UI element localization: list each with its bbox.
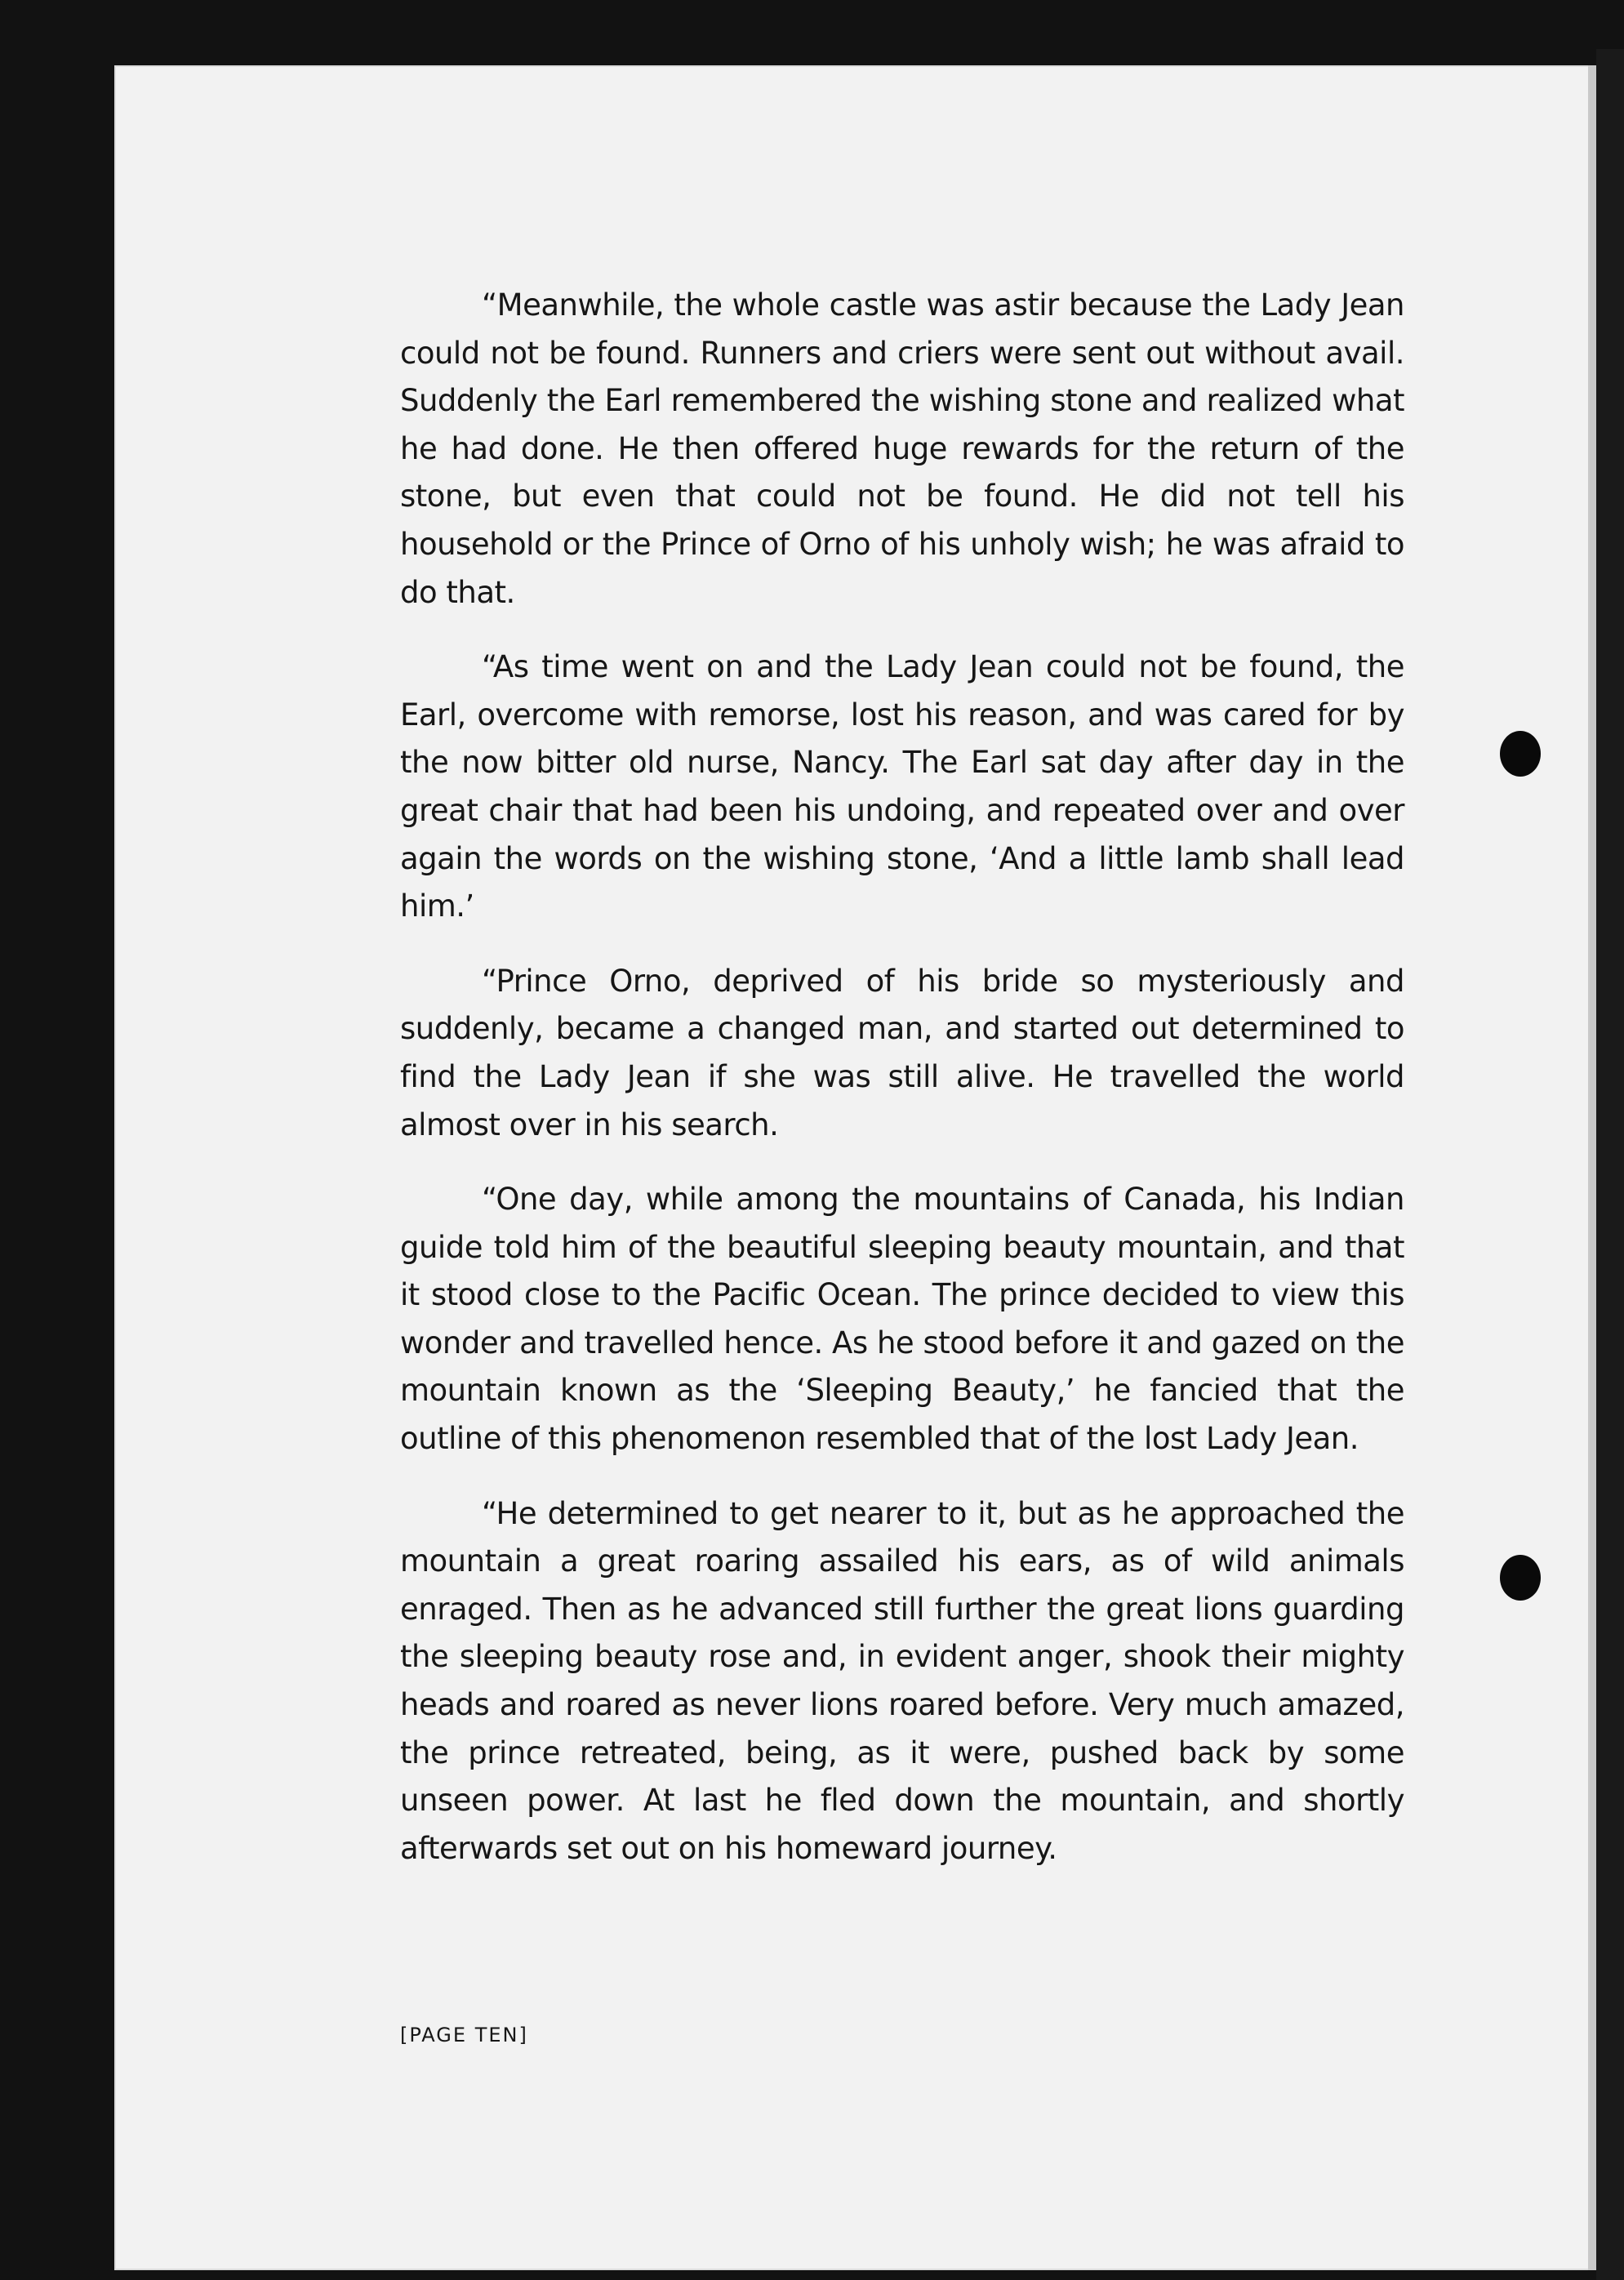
text-column (400, 282, 1404, 1899)
paragraph-5: “He determined to get nearer to it, but as he approached the mountain a great roaring assailed his ears, as of wild animals enraged. Then as he advanced still further the great lions guarding the sleeping beauty rose and, in evident anger, shook their mighty heads and roared as never lions roared before. Very much amazed, the prince retreated, being, as it were, pushed back by some unseen power. At last he fled down the mountain, and shortly afterwards set out on his homeward journey. (400, 1495, 1404, 1866)
paragraph-3: “Prince Orno, deprived of his bride so mysteriously and suddenly, became a changed man, and started out determined to find the Lady Jean if she was still alive. He travelled the world almost over in his search. (400, 963, 1404, 1142)
paragraph-2: “As time went on and the Lady Jean could not be found, the Earl, overcome with remorse, lost his reason, and was cared for by the now bitter old nurse, Nancy. The Earl sat day after day in the great chair that had been his undoing, and repeated over and over again the words on the wishing stone, ‘And a little lamb shall lead him.’ (400, 649, 1404, 924)
paragraph-4: “One day, while among the mountains of Canada, his Indian guide told him of the beautiful sleeping beauty mountain, and that it stood close to the Pacific Ocean. The prince decided to view this wonder and travelled hence. As he stood before it and gazed on the mountain known as the ‘Sleeping Beauty,’ he fancied that the outline of this phenomenon resembled that of the lost Lady Jean. (400, 1182, 1404, 1457)
binding-edge (1596, 49, 1624, 2280)
punch-hole-bottom (1500, 1555, 1541, 1601)
page-number-footer: [PAGE TEN] (400, 2024, 528, 2046)
punch-hole-top (1500, 731, 1541, 777)
paragraph-1: “Meanwhile, the whole castle was astir because the Lady Jean could not be found. Runners and criers were sent out without avail. Suddenly the Earl remembered the wishing stone and realized what he had done. He then offered huge rewards for the return of the stone, but even that could not be found. He did not tell his household or the Prince of Orno of his unholy wish; he was afraid to do that. (400, 287, 1404, 610)
